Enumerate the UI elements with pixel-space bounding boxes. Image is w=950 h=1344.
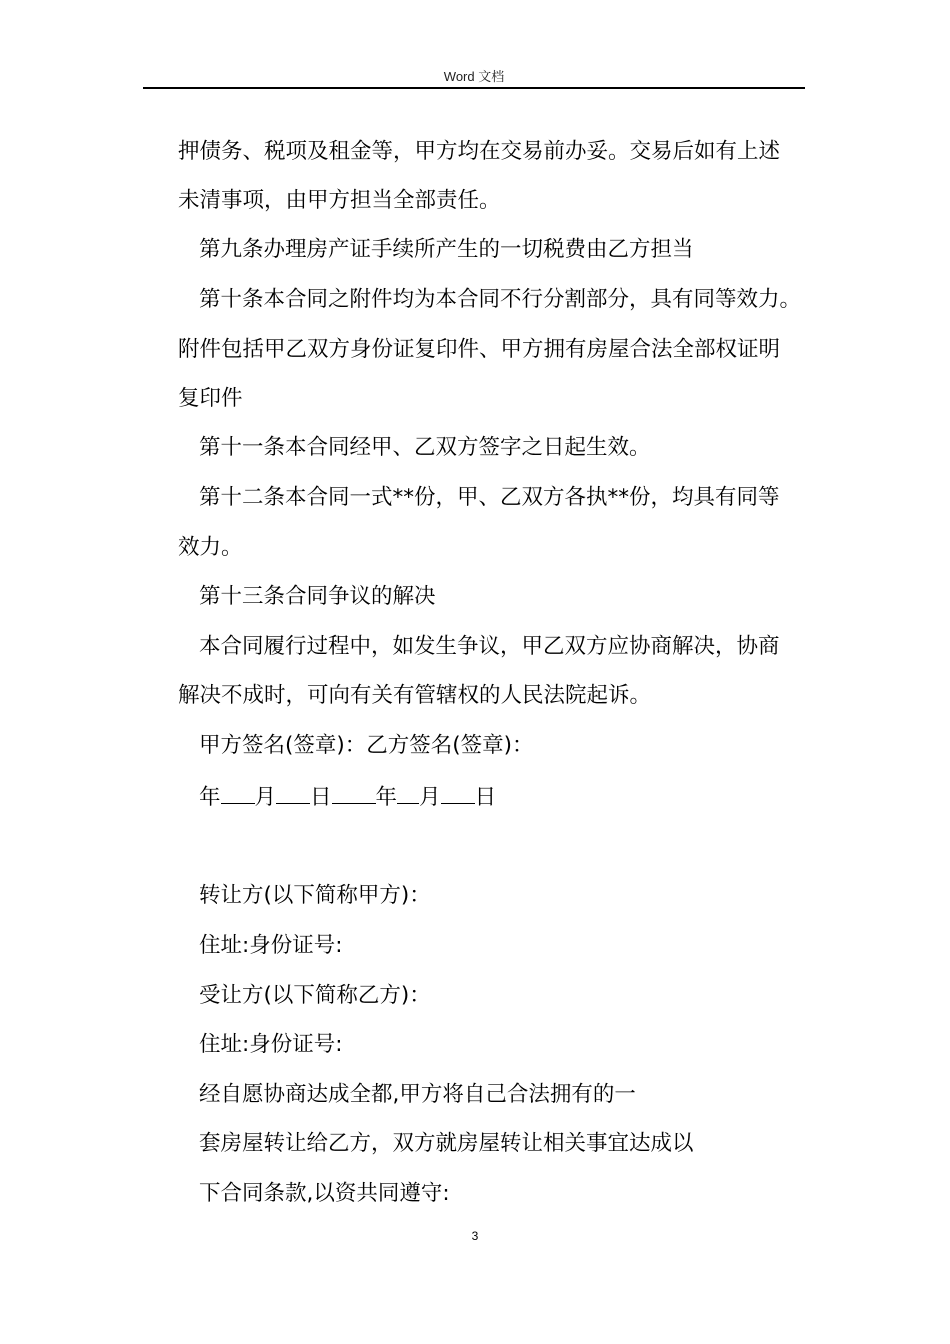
body-line: 下合同条款,以资共同遵守:	[199, 1181, 450, 1206]
date-blank	[276, 783, 310, 804]
date-blank	[332, 783, 376, 804]
body-line: 本合同履行过程中，如发生争议，甲乙双方应协商解决，协商	[199, 634, 780, 659]
body-line: 套房屋转让给乙方，双方就房屋转让相关事宜达成以	[199, 1131, 694, 1156]
body-line: 第十一条本合同经甲、乙双方签字之日起生效。	[199, 435, 651, 460]
body-line: 复印件	[178, 386, 243, 411]
body-line: 效力。	[178, 535, 243, 560]
body-line: 第十二条本合同一式**份，甲、乙双方各执**份，均具有同等	[199, 485, 780, 510]
date-year: 年	[375, 785, 398, 810]
date-month: 月	[254, 785, 277, 810]
body-line: 未清事项，由甲方担当全部责任。	[178, 188, 501, 213]
header-rule	[143, 87, 805, 89]
body-line: 第十三条合同争议的解决	[199, 584, 436, 609]
body-line: 解决不成时，可向有关有管辖权的人民法院起诉。	[178, 683, 652, 708]
body-line: 第九条办理房产证手续所产生的一切税费由乙方担当	[199, 237, 694, 262]
date-blank	[397, 783, 419, 804]
date-year: 年	[199, 785, 221, 810]
body-line: 经自愿协商达成全都,甲方将自己合法拥有的一	[199, 1082, 636, 1107]
body-line: 第十条本合同之附件均为本合同不行分割部分，具有同等效力。	[199, 287, 802, 312]
date-blank	[441, 783, 475, 804]
date-day: 日	[474, 785, 497, 810]
body-line: 住址:身份证号:	[199, 1032, 343, 1057]
date-line	[199, 783, 496, 812]
body-line: 押债务、税项及租金等，甲方均在交易前办妥。交易后如有上述	[178, 139, 781, 164]
body-line: 附件包括甲乙双方身份证复印件、甲方拥有房屋合法全部权证明	[178, 337, 781, 362]
body-line: 受让方(以下简称乙方)：	[199, 983, 431, 1008]
date-blank	[221, 783, 255, 804]
body-line: 住址:身份证号:	[199, 933, 343, 958]
body-line: 转让方(以下简称甲方)：	[199, 883, 431, 908]
page-header: Word 文档	[443, 69, 505, 84]
signature-line: 甲方签名(签章)：乙方签名(签章)：	[199, 733, 534, 758]
date-day: 日	[310, 785, 332, 810]
page-number: 3	[471, 1229, 479, 1243]
date-month: 月	[419, 785, 441, 810]
